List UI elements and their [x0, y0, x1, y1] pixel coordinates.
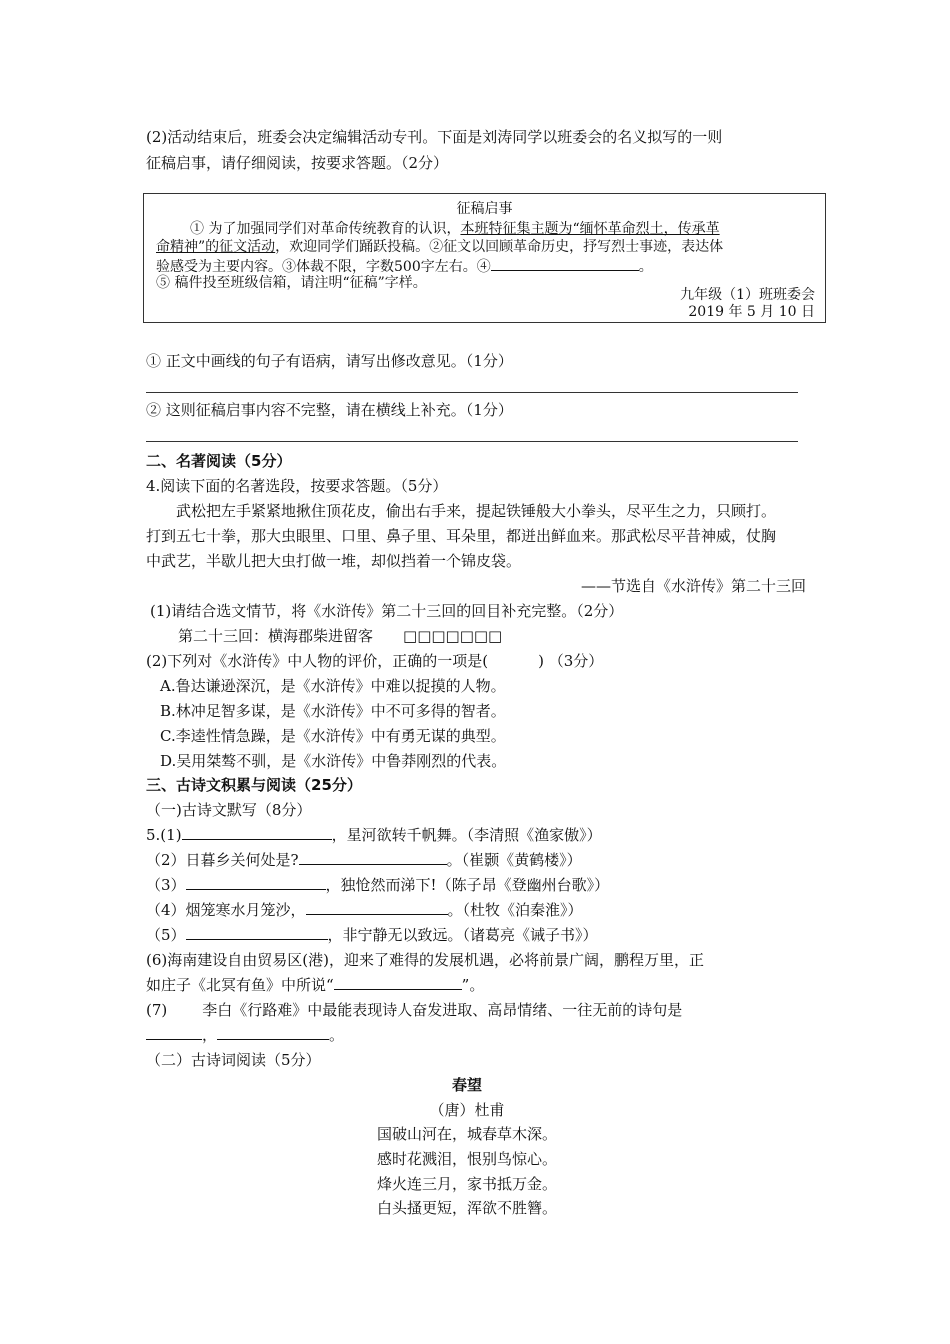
answer-line-b[interactable]: [146, 441, 798, 442]
intro-line-2: 征稿启事，请仔细阅读，按要求答题。（2分）: [146, 154, 449, 172]
option-d: D.吴用桀骜不驯，是《水浒传》中鲁莽刚烈的代表。: [160, 752, 507, 770]
question-4-2-points: ) （3分）: [538, 652, 604, 670]
poem-author: （唐）杜甫: [429, 1101, 505, 1119]
chapter-answer-boxes[interactable]: □□□□□□□: [403, 627, 503, 645]
question-5-1: [146, 825, 602, 845]
q5-6-text: 如庄子《北冥有鱼》中所说“: [146, 976, 334, 994]
question-4-2: [146, 651, 603, 671]
q5-7-end: 。: [329, 1026, 345, 1044]
q5-6-end: ”。: [461, 976, 485, 994]
notice-box: [143, 193, 826, 323]
question-a: ① 正文中画线的句子有语病，请写出修改意见。（1分）: [146, 352, 513, 370]
poem-line-1: 国破山河在，城春草木深。: [376, 1125, 557, 1143]
q5-7-comma: ，: [202, 1026, 218, 1044]
option-a: A.鲁达谦逊深沉，是《水浒传》中难以捉摸的人物。: [160, 677, 506, 695]
q5-7-label: (7): [146, 1001, 168, 1019]
question-4: 4.阅读下面的名著选段，按要求答题。（5分）: [146, 477, 448, 495]
question-5-7-line-1: [146, 1000, 682, 1020]
notice-line-4: ⑤ 稿件投至班级信箱，请注明“征稿”字样。: [156, 275, 427, 291]
poem-line-4: 白头搔更短，浑欲不胜簪。: [376, 1199, 557, 1217]
question-5-6-line-2: [146, 975, 484, 995]
section-2-heading: 二、名著阅读（5分）: [146, 452, 292, 470]
notice-underlined-sentence-2: 命精神”的征文活动: [156, 239, 276, 255]
notice-line-1-text: ① 为了加强同学们对革命传统教育的认识，: [190, 221, 461, 237]
q5-5-label: （5）: [146, 926, 186, 944]
q5-7-blank-2[interactable]: [217, 1025, 329, 1040]
question-5-5: [146, 925, 598, 945]
poem-title: 春望: [451, 1076, 482, 1094]
q5-5-text: ，非宁静无以致远。（诸葛亮《诫子书》）: [327, 926, 598, 944]
notice-line-3: [156, 256, 653, 276]
q5-1-blank[interactable]: [182, 825, 332, 840]
subsection-1-heading: （一)古诗文默写（8分）: [146, 801, 312, 819]
answer-line-a[interactable]: [146, 392, 798, 393]
intro-line-1: (2)活动结束后，班委会决定编辑活动专刊。下面是刘涛同学以班委会的名义拟写的一则: [146, 128, 723, 146]
q5-3-blank[interactable]: [186, 875, 326, 890]
q5-3-text: ，独怆然而涕下!（陈子昂《登幽州台歌》）: [325, 876, 610, 894]
notice-line-3-text: 验感受为主要内容。③体裁不限，字数500字左右。④: [156, 259, 491, 275]
question-5-7-line-2: [146, 1025, 344, 1045]
q5-7-text: 李白《行路难》中最能表现诗人奋发进取、高昂情绪、一往无前的诗句是: [202, 1001, 683, 1019]
notice-line-2: [156, 238, 723, 256]
poem-line-3: 烽火连三月，家书抵万金。: [376, 1175, 557, 1193]
q5-4-text: （4）烟笼寒水月笼沙，: [146, 901, 306, 919]
passage-line-1: 武松把左手紧紧地揪住顶花皮，偷出右手来，提起铁锤般大小拳头，尽平生之力，只顾打。: [176, 502, 777, 520]
section-3-heading: 三、古诗文积累与阅读（25分）: [146, 776, 362, 794]
passage-source: ——节选自《水浒传》第二十三回: [580, 577, 806, 595]
notice-date: 2019 年 5 月 10 日: [688, 304, 815, 320]
q5-2-source: 。（崔颢《黄鹤楼》）: [446, 851, 582, 869]
poem-line-2: 感时花溅泪，恨别鸟惊心。: [376, 1150, 557, 1168]
option-b: B.林冲足智多谋，是《水浒传》中不可多得的智者。: [160, 702, 506, 720]
question-5-6-line-1: (6)海南建设自由贸易区(港)，迎来了难得的发展机遇，必将前景广阔，鹏程万里，正: [146, 951, 704, 969]
notice-line-3-end: 。: [638, 259, 653, 275]
q5-1-text: ，星河欲转千帆舞。（李清照《渔家傲》）: [331, 826, 602, 844]
q5-4-blank[interactable]: [306, 900, 448, 915]
q5-5-blank[interactable]: [186, 925, 328, 940]
chapter-title-line: [178, 626, 502, 646]
q5-1-label: 5.(1): [146, 826, 182, 844]
q5-3-label: （3）: [146, 876, 186, 894]
passage-line-3: 中武艺，半歇儿把大虫打做一堆，却似挡着一个锦皮袋。: [146, 552, 522, 570]
q5-6-blank[interactable]: [334, 975, 462, 990]
notice-title: 征稿启事: [456, 201, 513, 217]
question-4-2-text: (2)下列对《水浒传》中人物的评价，正确的一项是(: [146, 652, 489, 670]
q5-4-source: 。（杜牧《泊秦淮》）: [447, 901, 583, 919]
q5-7-blank-1[interactable]: [146, 1025, 202, 1040]
notice-signature: 九年级（1）班班委会: [680, 287, 815, 303]
passage-line-2: 打到五七十拳，那大虫眼里、口里、鼻子里、耳朵里，都迸出鲜血来。那武松尽平昔神威，仗胸: [146, 527, 777, 545]
q5-2-text: （2）日暮乡关何处是?: [146, 851, 299, 869]
notice-line-2-text: ，欢迎同学们踊跃投稿。②征文以回顾革命历史，抒写烈士事迹，表达体: [275, 239, 724, 255]
question-5-3: [146, 875, 609, 895]
question-4-1: (1)请结合选文情节，将《水浒传》第二十三回的回目补充完整。（2分）: [150, 602, 624, 620]
notice-line-1: [190, 220, 720, 238]
question-5-4: [146, 900, 583, 920]
question-5-2: [146, 850, 582, 870]
notice-underlined-sentence-1: 本班特征集主题为“缅怀革命烈土，传承革: [460, 221, 720, 237]
q5-2-blank[interactable]: [299, 850, 447, 865]
option-c: C.李逵性情急躁，是《水浒传》中有勇无谋的典型。: [160, 727, 506, 745]
chapter-title: 第二十三回：横海郡柴进留客: [178, 627, 374, 645]
subsection-2-heading: （二）古诗词阅读（5分）: [146, 1051, 321, 1069]
notice-answer-blank[interactable]: [491, 256, 639, 271]
question-b: ② 这则征稿启事内容不完整，请在横线上补充。（1分）: [146, 401, 513, 419]
